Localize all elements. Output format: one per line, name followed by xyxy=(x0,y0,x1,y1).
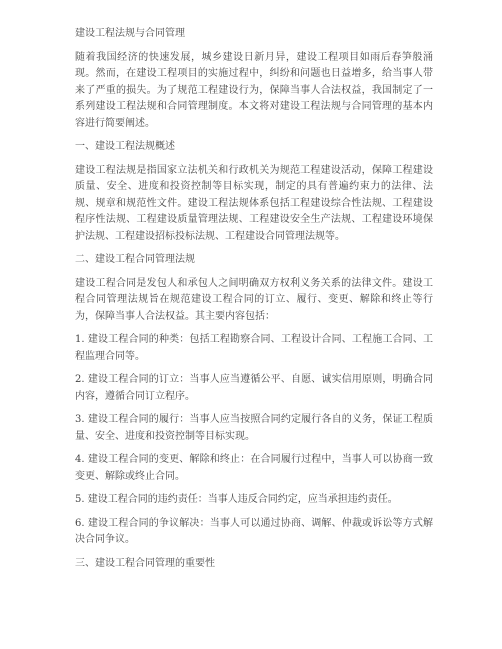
document-body xyxy=(75,26,433,579)
section-heading-1: 一、建设工程法规概述 xyxy=(75,141,175,152)
section-2-paragraph: 建设工程合同是发包人和承包人之间明确双方权利义务关系的法律文件。建设工程合同管理法规旨在规范建设工程合同的订立、履行、变更、解除和终止等行为，保障当事人合法权益。其主要内容包括： xyxy=(75,277,433,322)
list-item: 5. 建设工程合同的违约责任：当事人违反合同约定，应当承担违约责任。 xyxy=(75,494,398,505)
section-heading-3: 三、建设工程合同管理的重要性 xyxy=(75,557,215,569)
document-title: 建设工程法规与合同管理 xyxy=(75,28,185,39)
section-heading-2: 二、建设工程合同管理法规 xyxy=(75,254,195,265)
section-1-paragraph: 建设工程法规是指国家立法机关和行政机关为规范工程建设活动，保障工程建设质量、安全、进度和投资控制等目标实现，制定的具有普遍约束力的法律、法规、规章和规范性文件。建设工程法规体系包括工程建设综合性法规、工程建设程序性法规、工程建设质量管理法规、工程建设安全生产法规、工程建设环境保护法规、工程建设招标投标法规、工程建设合同管理法规等。 xyxy=(75,164,433,242)
list-item: 2. 建设工程合同的订立：当事人应当遵循公平、自愿、诚实信用原则，明确合同内容，遵循合同订立程序。 xyxy=(75,374,433,402)
list-item: 6. 建设工程合同的争议解决：当事人可以通过协商、调解、仲裁或诉讼等方式解决合同争议。 xyxy=(75,517,433,545)
list-item: 3. 建设工程合同的履行：当事人应当按照合同约定履行各自的义务，保证工程质量、安全、进度和投资控制等目标实现。 xyxy=(75,414,433,442)
list-item: 1. 建设工程合同的种类：包括工程勘察合同、工程设计合同、工程施工合同、工程监理合同等。 xyxy=(75,334,433,362)
list-item: 4. 建设工程合同的变更、解除和终止：在合同履行过程中，当事人可以协商一致变更、解除或终止合同。 xyxy=(75,454,433,482)
intro-paragraph: 随着我国经济的快速发展，城乡建设日新月异，建设工程项目如雨后春笋般涌现。然而，在建设工程项目的实施过程中，纠纷和问题也日益增多，给当事人带来了严重的损失。为了规范工程建设行为，保障当事人合法权益，我国制定了一系列建设工程法规和合同管理制度。本文将对建设工程法规与合同管理的基本内容进行简要阐述。 xyxy=(75,51,433,129)
